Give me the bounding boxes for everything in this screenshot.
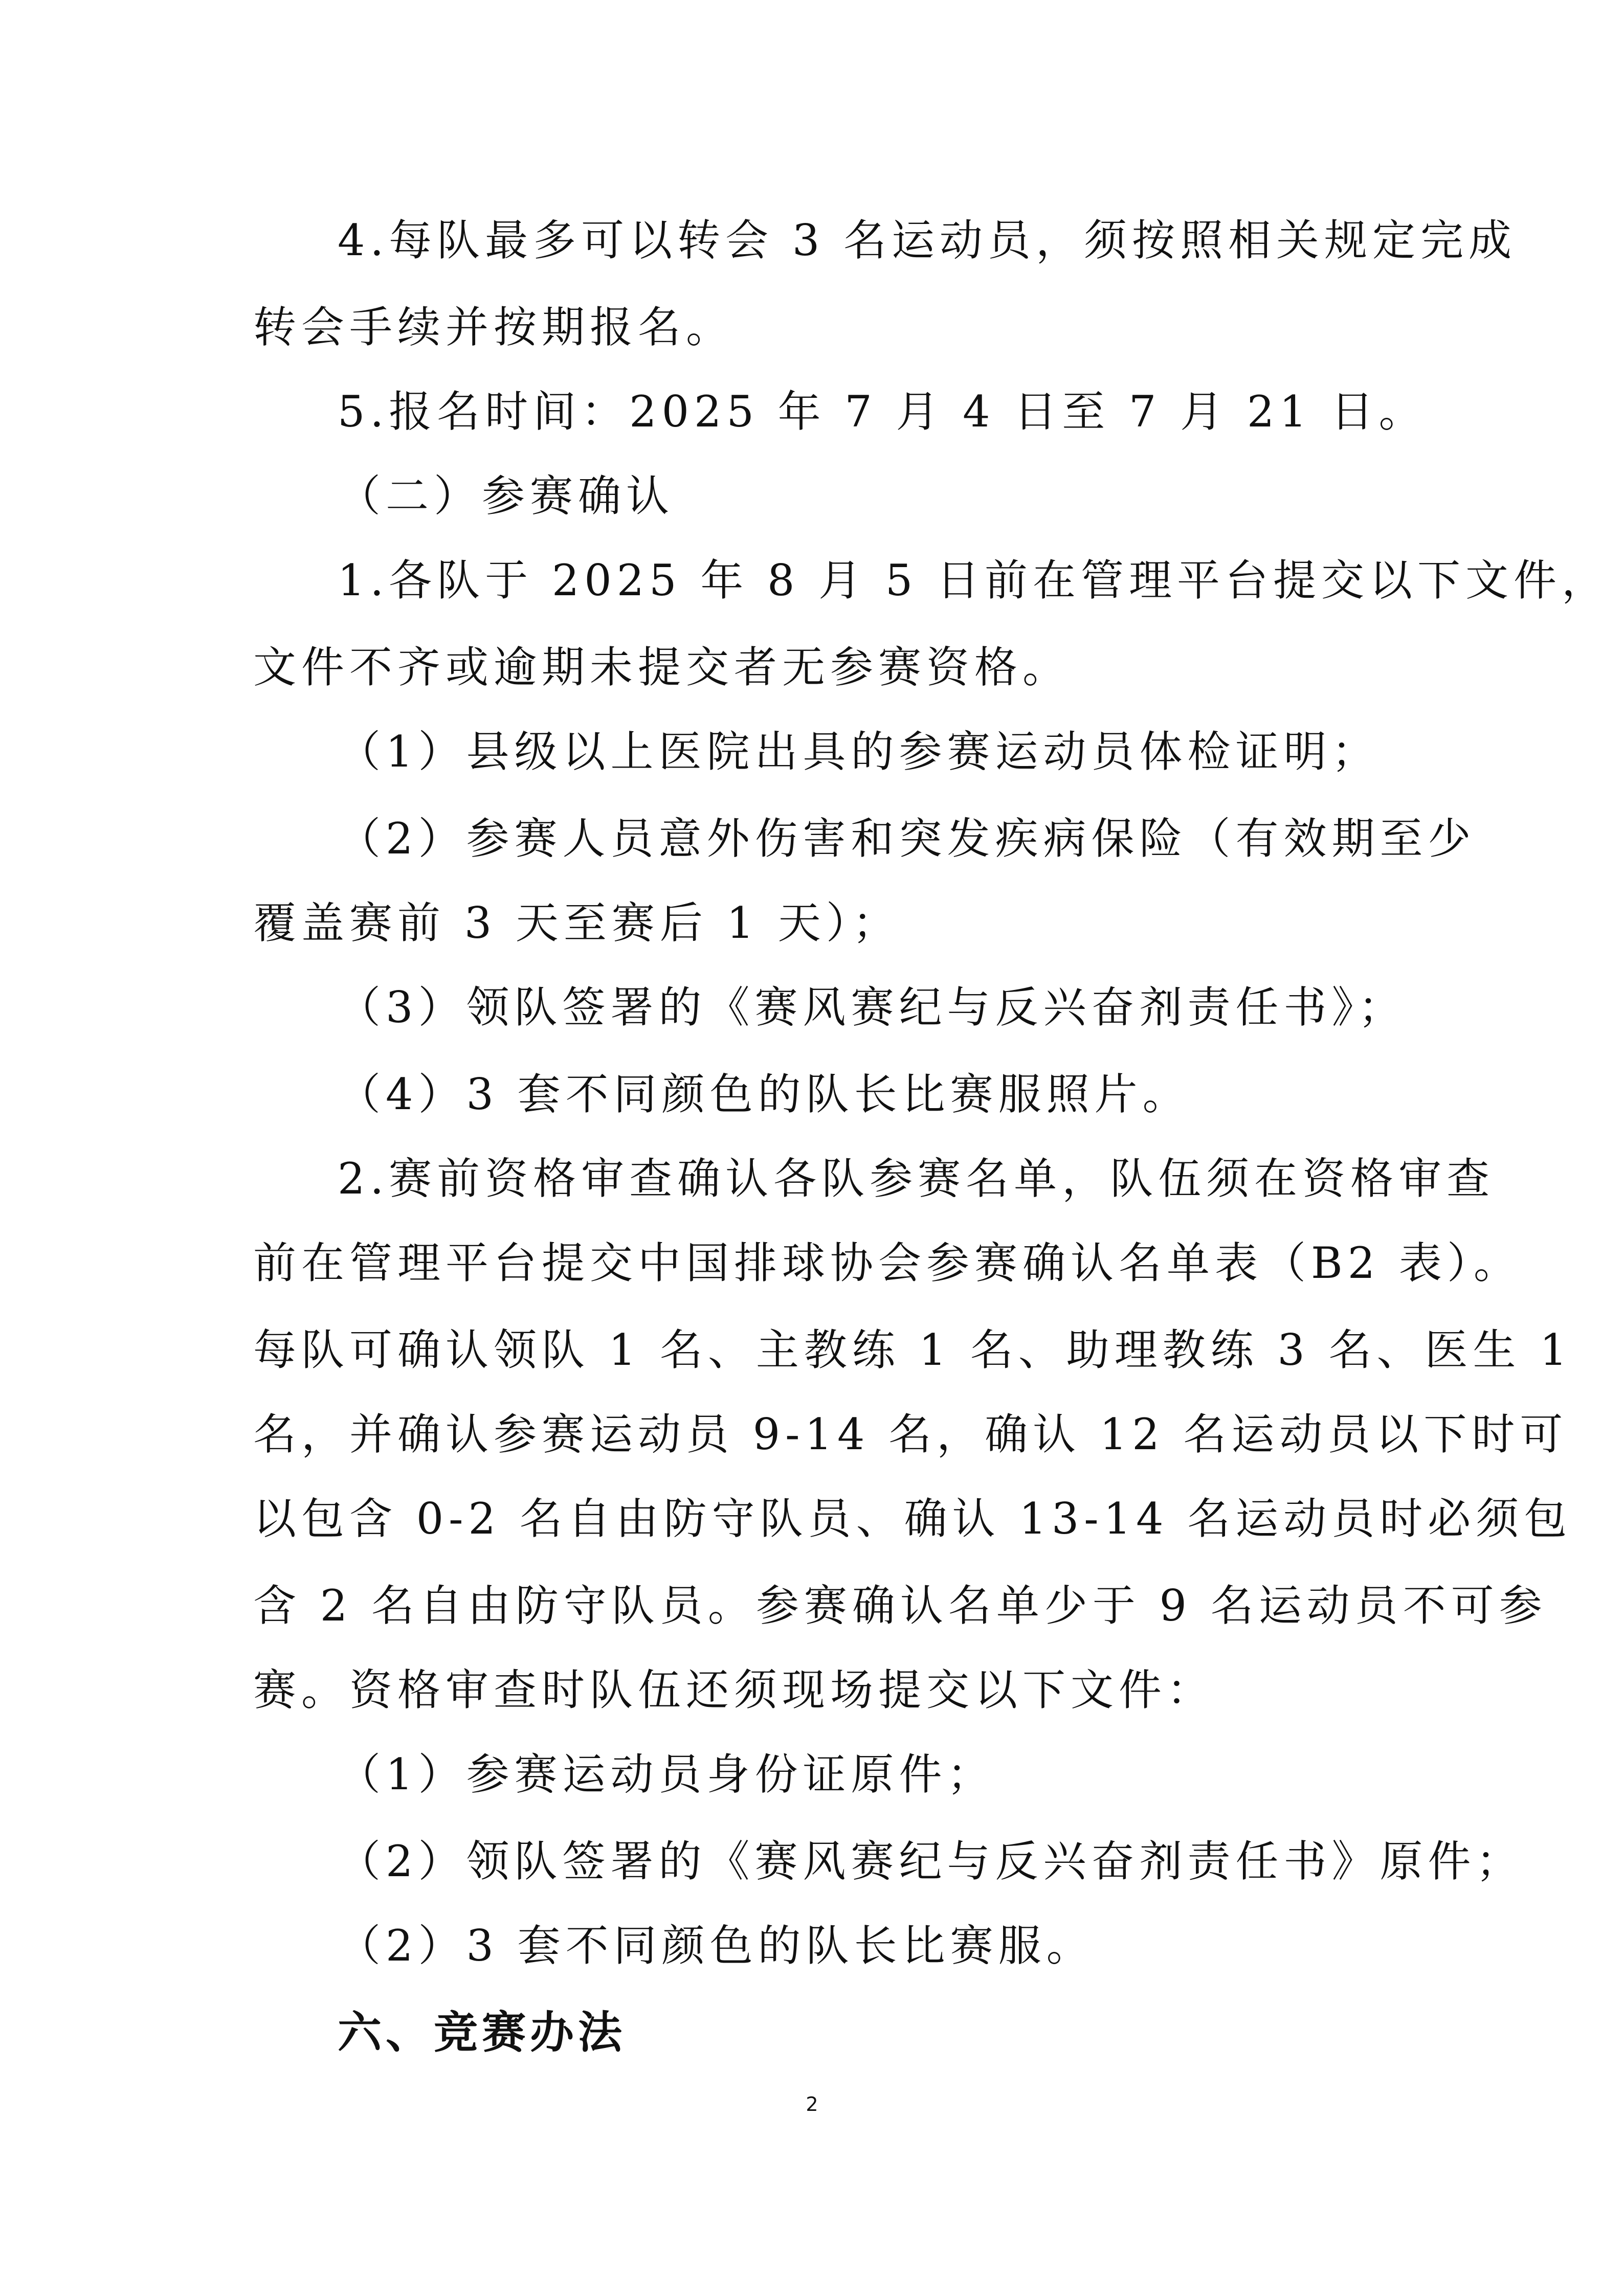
list-item-captain-uniforms: （2）3 套不同颜色的队长比赛服。 bbox=[338, 1921, 1095, 1971]
paragraph-line-transfer-limit: 4.每队最多可以转会 3 名运动员，须按照相关规定完成 bbox=[338, 215, 1517, 265]
list-item-responsibility-letter-original: （2）领队签署的《赛风赛纪与反兴奋剂责任书》原件； bbox=[338, 1836, 1524, 1886]
list-item-responsibility-letter: （3）领队签署的《赛风赛纪与反兴奋剂责任书》； bbox=[338, 982, 1407, 1032]
paragraph-line-b2-form: 前在管理平台提交中国排球协会参赛确认名单表（B2 表）。 bbox=[253, 1238, 1522, 1288]
paragraph-line-onsite-files: 赛。资格审查时队伍还须现场提交以下文件： bbox=[253, 1665, 1215, 1715]
list-item-captain-uniform-photos: （4）3 套不同颜色的队长比赛服照片。 bbox=[338, 1069, 1191, 1119]
paragraph-line-qualification-review: 2.赛前资格审查确认各队参赛名单，队伍须在资格审查 bbox=[338, 1154, 1495, 1204]
paragraph-line-minimum-athletes: 含 2 名自由防守队员。参赛确认名单少于 9 名运动员不可参 bbox=[253, 1581, 1547, 1631]
paragraph-line-files-incomplete: 文件不齐或逾期未提交者无参赛资格。 bbox=[253, 642, 1071, 692]
paragraph-line-transfer-procedures: 转会手续并按期报名。 bbox=[253, 302, 735, 352]
section-heading-competition-method: 六、竞赛办法 bbox=[338, 2007, 626, 2058]
paragraph-line-libero-rule: 以包含 0-2 名自由防守队员、确认 13-14 名运动员时必须包 bbox=[253, 1494, 1572, 1544]
paragraph-line-submit-files: 1.各队于 2025 年 8 月 5 日前在管理平台提交以下文件， bbox=[338, 555, 1610, 605]
page-number: 2 bbox=[806, 2093, 818, 2115]
list-item-id-cards: （1）参赛运动员身份证原件； bbox=[338, 1749, 995, 1799]
list-item-insurance-continued: 覆盖赛前 3 天至赛后 1 天）； bbox=[253, 898, 901, 948]
subsection-heading-entry-confirmation: （二）参赛确认 bbox=[338, 471, 675, 521]
paragraph-line-staff-quota: 每队可确认领队 1 名、主教练 1 名、助理教练 3 名、医生 1 bbox=[253, 1325, 1572, 1375]
list-item-insurance: （2）参赛人员意外伤害和突发疾病保险（有效期至少 bbox=[338, 814, 1476, 864]
paragraph-line-registration-time: 5.报名时间：2025 年 7 月 4 日至 7 月 21 日。 bbox=[338, 387, 1427, 437]
paragraph-line-athlete-quota: 名，并确认参赛运动员 9-14 名，确认 12 名运动员以下时可 bbox=[253, 1409, 1568, 1459]
list-item-medical-certificate: （1）县级以上医院出具的参赛运动员体检证明； bbox=[338, 727, 1380, 777]
